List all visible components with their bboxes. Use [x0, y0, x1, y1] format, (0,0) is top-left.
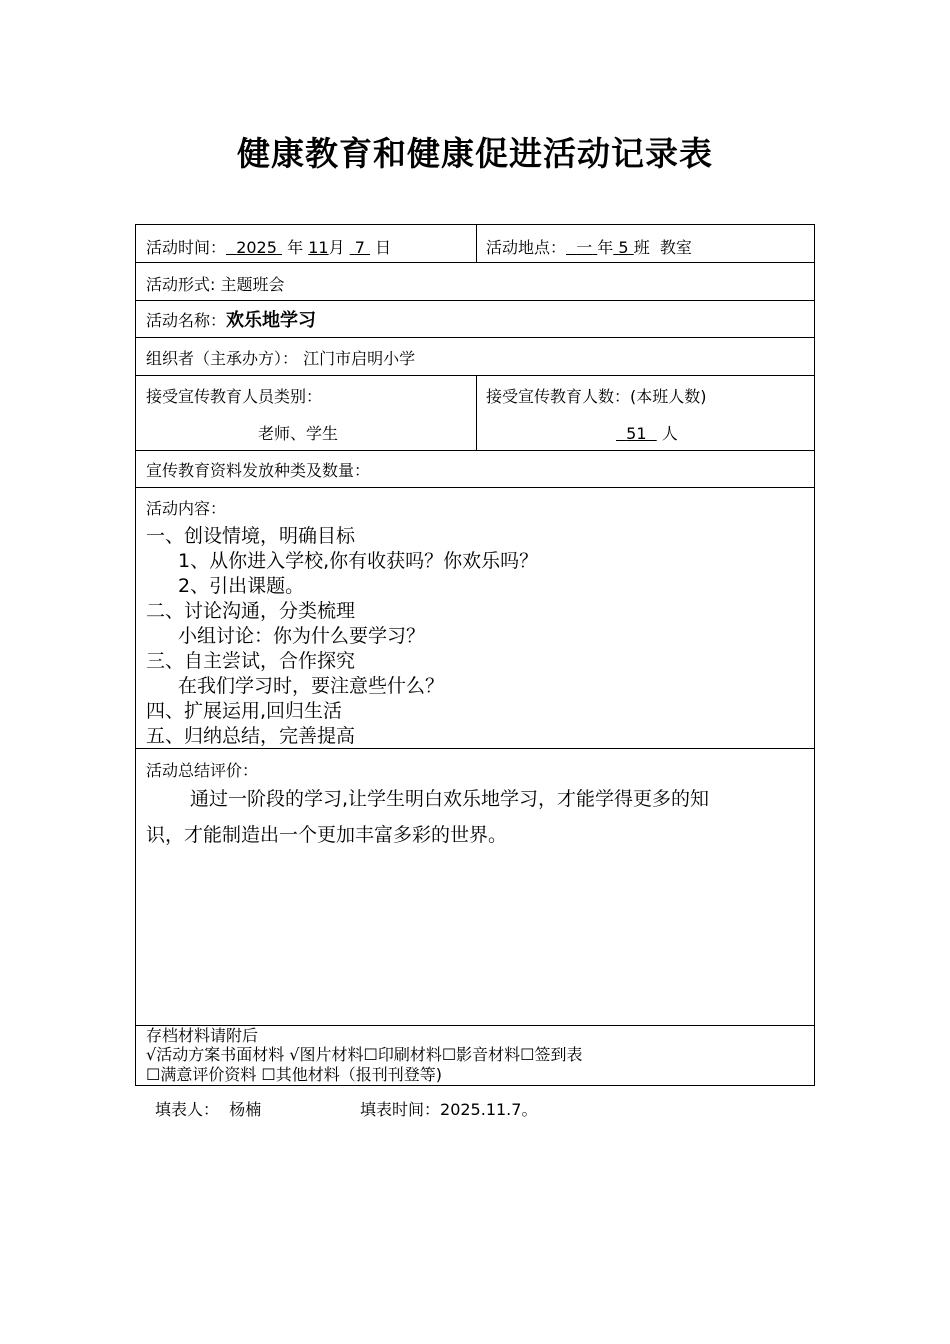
content-line: 2、引出课题。	[178, 575, 305, 597]
materials-label: 宣传教育资料发放种类及数量：	[146, 461, 371, 480]
audience-count-label: 接受宣传教育人数：(本班人数)	[486, 387, 707, 406]
content-line: 一、创设情境，明确目标	[146, 525, 356, 547]
evaluation-text: 识，才能制造出一个更加丰富多彩的世界。	[146, 824, 508, 846]
audience-count: 51 人	[626, 424, 678, 443]
column-divider	[476, 375, 477, 450]
filler: 填表人： 杨楠	[155, 1100, 262, 1119]
activity-form-type: 活动形式: 主题班会	[146, 275, 285, 294]
evaluation-label: 活动总结评价：	[146, 761, 259, 780]
fill-date: 填表时间：2025.11.7。	[360, 1100, 538, 1119]
activity-time: 活动时间： 2025 年 11月 7 日	[146, 238, 392, 257]
content-line: 四、扩展运用,回归生活	[146, 700, 343, 722]
activity-name: 活动名称：欢乐地学习	[146, 310, 317, 331]
row-divider	[136, 337, 814, 338]
content-line: 三、自主尝试，合作探究	[146, 650, 356, 672]
record-form	[135, 224, 815, 1086]
content-line: 五、归纳总结，完善提高	[146, 725, 356, 747]
audience-value: 老师、学生	[258, 424, 339, 443]
organizer: 组织者（主承办方）： 江门市启明小学	[146, 349, 416, 368]
content-line: 二、讨论沟通，分类梳理	[146, 600, 356, 622]
row-divider	[136, 262, 814, 263]
row-divider	[136, 300, 814, 301]
archive-checklist: ☐满意评价资料 ☐其他材料（报刊刊登等)	[146, 1065, 443, 1084]
content-line: 在我们学习时，要注意些什么？	[178, 675, 445, 697]
page-title: 健康教育和健康促进活动记录表	[237, 134, 713, 173]
content-line: 小组讨论：你为什么要学习？	[178, 625, 426, 647]
content-label: 活动内容：	[146, 499, 227, 518]
row-divider	[136, 450, 814, 451]
column-divider	[476, 225, 477, 262]
archive-label: 存档材料请附后	[146, 1026, 259, 1045]
evaluation-text: 通过一阶段的学习,让学生明白欢乐地学习，才能学得更多的知	[190, 788, 710, 810]
archive-checklist: √活动方案书面材料 √图片材料☐印刷材料☐影音材料☐签到表	[146, 1045, 583, 1064]
activity-location: 活动地点： 一 年 5 班 教室	[486, 238, 692, 257]
row-divider	[136, 487, 814, 488]
row-divider	[136, 375, 814, 376]
audience-label: 接受宣传教育人员类别：	[146, 387, 323, 406]
content-line: 1、从你进入学校,你有收获吗？你欢乐吗？	[178, 550, 539, 572]
